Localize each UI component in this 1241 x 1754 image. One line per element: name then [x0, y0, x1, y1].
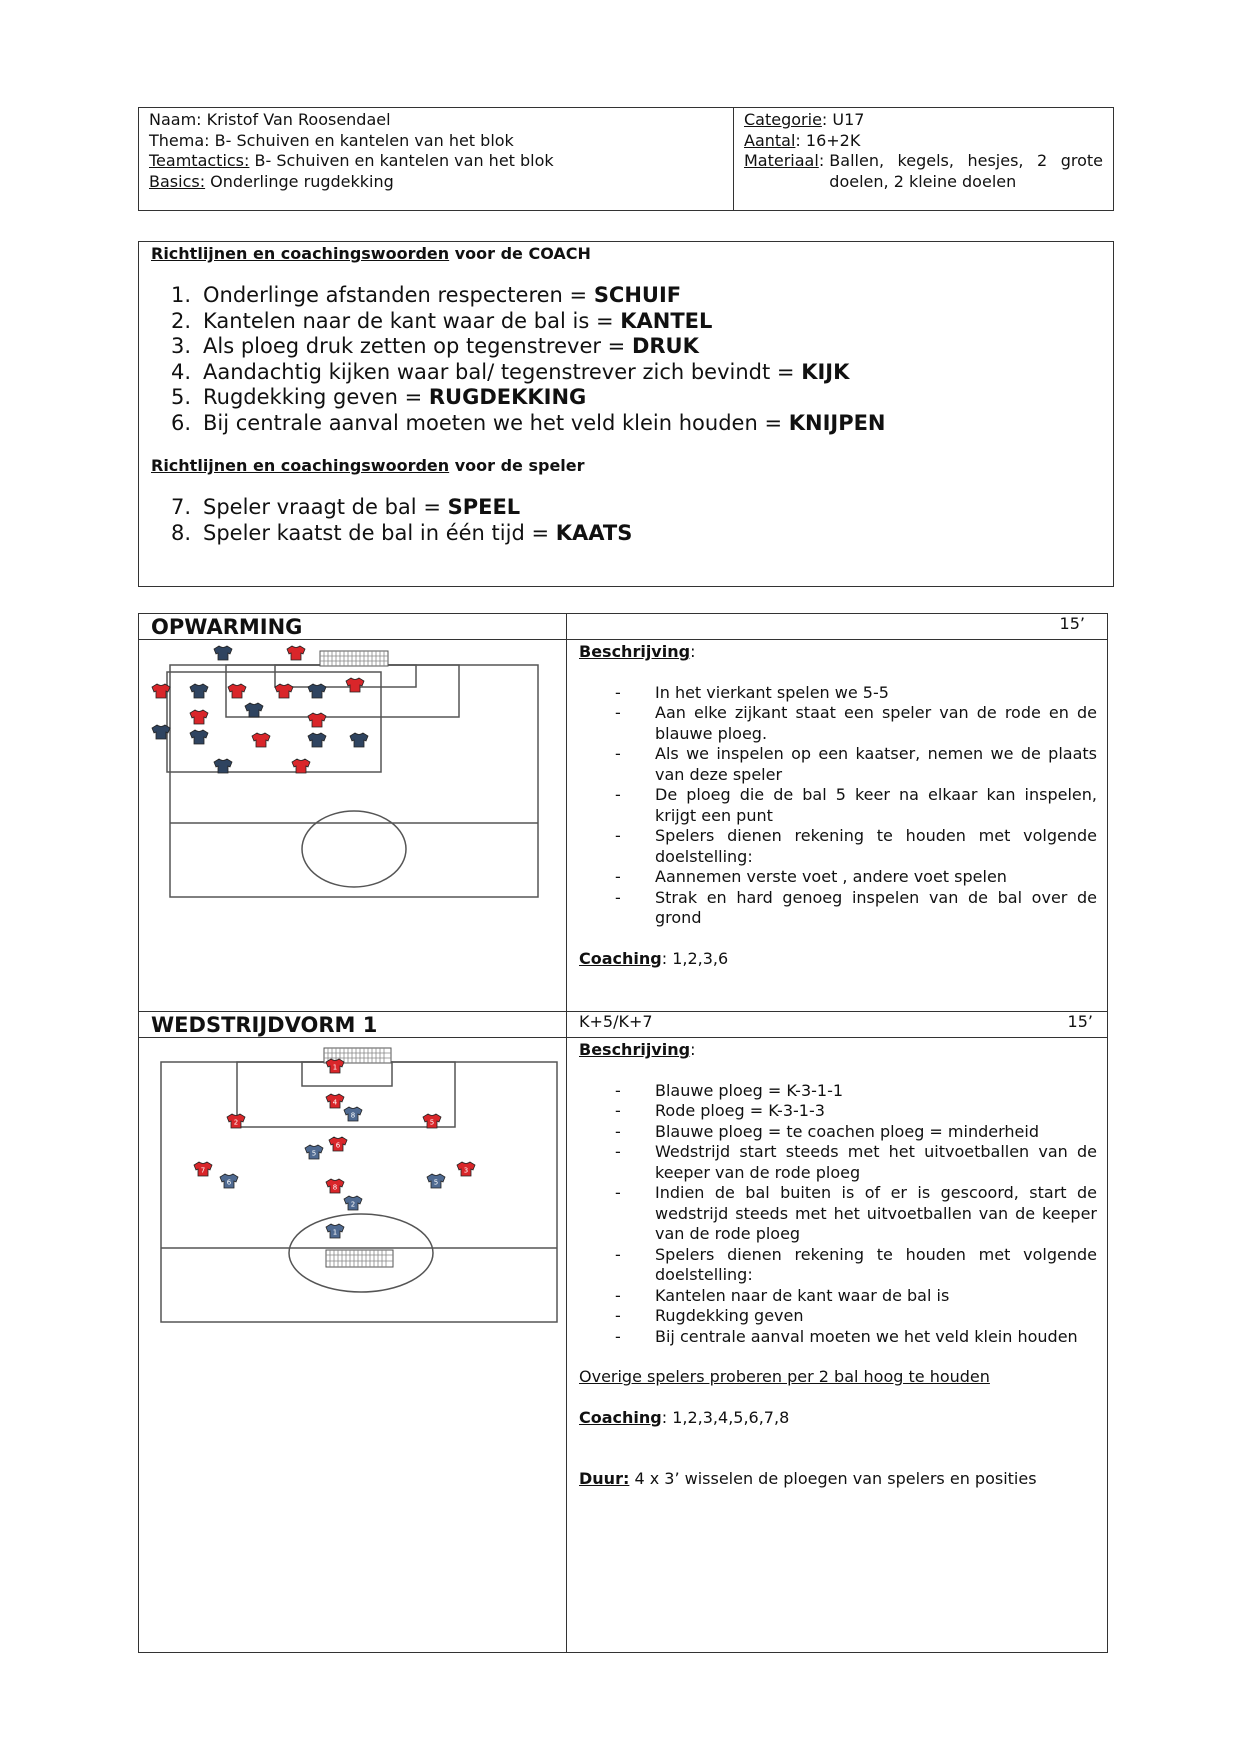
opwarming-desc-heading	[579, 642, 1107, 663]
wedstrijdvorm-bullet-text: Blauwe ploeg = te coachen ploeg = minderheid	[655, 1121, 1039, 1141]
coach-list-number: 5.	[170, 385, 191, 409]
wedstrijdvorm-bullet-text: Wedstrijd start steeds met het uitvoetballen van de keeper van de rode ploeg	[655, 1142, 1097, 1182]
opwarming-desc-colon: :	[690, 642, 696, 661]
wedstrijdvorm-diagram-cell	[139, 1037, 567, 1652]
opwarming-bullet-text: Als we inspelen op een kaatser, nemen we de plaats van deze speler	[655, 744, 1097, 784]
wedstrijdvorm-title-cell	[139, 1011, 567, 1037]
wedstrijdvorm-bullet-text: Bij centrale aanval moeten we het veld klein houden	[655, 1326, 1078, 1346]
wedstrijdvorm-header-info	[567, 1011, 1107, 1037]
red-player-icon	[326, 1059, 344, 1073]
wedstrijdvorm-bullet	[579, 1245, 1107, 1286]
blue-player-icon	[308, 733, 326, 747]
coach-list-item	[151, 385, 1101, 411]
blue-player-icon	[245, 703, 263, 717]
opwarming-bullet	[579, 888, 1107, 929]
wedstrijdvorm-coaching	[579, 1408, 1107, 1429]
opwarming-bullet-text: Aan elke zijkant staat een speler van de rode en de blauwe ploeg.	[655, 703, 1097, 743]
wedstrijdvorm-diagram	[139, 1038, 566, 1328]
teamtactics-value: B- Schuiven en kantelen van het blok	[249, 151, 554, 170]
opwarming-bullet	[579, 826, 1107, 867]
opwarming-bullet-text: De ploeg die de bal 5 keer na elkaar kan inspelen, krijgt een punt	[655, 785, 1097, 825]
basics-label: Basics:	[149, 171, 206, 191]
coach-list-keyword: SCHUIF	[593, 283, 682, 307]
red-player-icon	[194, 1162, 212, 1176]
blue-player-icon	[190, 730, 208, 744]
wedstrijdvorm-bullet	[579, 1142, 1107, 1183]
coach-list-text: Rugdekking geven = RUGDEKKING	[203, 385, 587, 409]
opwarming-bullet	[579, 785, 1107, 826]
player-heading	[151, 456, 1101, 475]
red-player-icon	[326, 1179, 344, 1193]
overige-text: Overige spelers proberen per 2 bal hoog te houden	[579, 1367, 990, 1386]
player-list	[151, 495, 1101, 546]
field-outline	[161, 1062, 557, 1322]
opwarming-diagram	[139, 640, 566, 1012]
coach-list-keyword: KNIJPEN	[788, 410, 886, 435]
red-player-icon	[287, 646, 305, 660]
wedstrijdvorm-bullets	[579, 1081, 1107, 1348]
opwarming-duration: 15’	[1059, 614, 1085, 633]
coach-list-item	[151, 360, 1101, 386]
opwarming-bullet-text: Spelers dienen rekening te houden met volgende doelstelling:	[655, 826, 1097, 866]
dash-marker: -	[615, 703, 621, 722]
dash-marker: -	[615, 682, 621, 702]
wedstrijdvorm-coaching-value: : 1,2,3,4,5,6,7,8	[661, 1407, 790, 1427]
dash-marker: -	[615, 1326, 621, 1346]
thema-line: Thema: B- Schuiven en kantelen van het blok	[149, 130, 514, 150]
categorie-line	[744, 110, 1103, 131]
red-player-icon	[292, 759, 310, 773]
player-heading-underlined: Richtlijnen en coachingswoorden	[151, 456, 450, 475]
coach-list-text: Onderlinge afstanden respecteren = SCHUIF	[203, 283, 682, 307]
blue-player-icon	[344, 1107, 362, 1121]
svg-text:8: 8	[332, 1183, 338, 1192]
coach-list	[151, 283, 1101, 436]
coach-heading-underlined: Richtlijnen en coachingswoorden	[151, 244, 450, 263]
duur-label: Duur:	[579, 1469, 630, 1488]
blue-player-icon	[214, 646, 232, 660]
wedstrijdvorm-bullet-text: Kantelen naar de kant waar de bal is	[655, 1285, 950, 1305]
red-player-icon	[326, 1094, 344, 1108]
sessions-table	[138, 613, 1108, 1653]
blue-player-icon	[190, 684, 208, 698]
dash-marker: -	[615, 867, 621, 886]
dash-marker: -	[615, 1101, 621, 1120]
naam-line: Naam: Kristof Van Roosendael	[149, 110, 391, 129]
opwarming-bullet	[579, 744, 1107, 785]
wedstrijdvorm-duration: 15’	[1067, 1012, 1093, 1031]
svg-text:6: 6	[335, 1141, 341, 1150]
opwarming-bullet	[579, 867, 1107, 888]
svg-text:1: 1	[332, 1228, 338, 1237]
coach-list-number: 6.	[170, 410, 191, 435]
blue-player-icon	[344, 1196, 362, 1210]
materiaal-line: Materiaal: Ballen, kegels, hesjes, 2 grote doelen, 2 kleine doelen	[744, 151, 1103, 191]
dash-marker: -	[615, 785, 621, 804]
svg-text:4: 4	[332, 1098, 338, 1107]
player-list-item	[151, 495, 1101, 521]
coach-list-item	[151, 309, 1101, 335]
wedstrijdvorm-coaching-label: Coaching	[579, 1407, 662, 1427]
goal-area-top	[302, 1062, 392, 1086]
red-player-icon	[252, 733, 270, 747]
opwarming-coaching	[579, 949, 1107, 970]
player-list-text: Speler kaatst de bal in één tijd = KAATS	[203, 520, 633, 545]
goal-bottom	[326, 1250, 393, 1267]
opwarming-bullets	[579, 683, 1107, 929]
wedstrijdvorm-bullet-text: Rode ploeg = K-3-1-3	[655, 1101, 825, 1120]
wedstrijdvorm-bullet	[579, 1081, 1107, 1102]
opwarming-title: OPWARMING	[151, 615, 303, 639]
teamtactics-label: Teamtactics:	[149, 151, 250, 170]
coach-heading	[151, 244, 1101, 263]
wedstrijdvorm-bullet	[579, 1306, 1107, 1327]
wedstrijdvorm-duur	[579, 1469, 1107, 1490]
blue-player-icon	[220, 1174, 238, 1188]
field-outline	[170, 665, 538, 897]
player-list-keyword: KAATS	[555, 520, 633, 545]
svg-text:1: 1	[332, 1063, 338, 1072]
header-box	[138, 107, 1114, 211]
red-player-icon	[457, 1162, 475, 1176]
svg-text:5: 5	[429, 1118, 435, 1127]
dash-marker: -	[615, 744, 621, 763]
basics-line	[149, 172, 723, 193]
categorie-value: : U17	[821, 110, 865, 129]
opwarming-coaching-label: Coaching	[579, 948, 662, 968]
svg-text:5: 5	[433, 1178, 439, 1187]
coach-list-number: 2.	[170, 308, 191, 333]
dash-marker: -	[615, 1306, 621, 1325]
wedstrijdvorm-bullet	[579, 1101, 1107, 1122]
header-left	[139, 108, 733, 210]
svg-text:8: 8	[350, 1111, 356, 1120]
player-heading-rest: voor de speler	[449, 456, 585, 475]
dash-marker: -	[615, 1142, 621, 1161]
goal-net	[320, 651, 388, 666]
opwarming-desc-label: Beschrijving	[579, 642, 691, 661]
opwarming-coaching-value: : 1,2,3,6	[661, 948, 729, 968]
coach-heading-rest: voor de COACH	[449, 244, 591, 263]
wedstrijdvorm-bullet-text: Rugdekking geven	[655, 1306, 804, 1325]
categorie-label: Categorie	[744, 110, 822, 129]
coach-list-number: 3.	[170, 334, 191, 358]
materiaal-value: Ballen, kegels, hesjes, 2 grote doelen, 2 kleine doelen	[829, 151, 1103, 191]
wedstrijdvorm-bullet-text: Indien de bal buiten is of er is gescoord, start de wedstrijd steeds met het uitvoetballen van de keeper van de rode ploeg	[655, 1183, 1097, 1243]
wedstrijdvorm-bullet-text: Spelers dienen rekening te houden met volgende doelstelling:	[655, 1244, 1097, 1284]
svg-text:2: 2	[350, 1200, 356, 1209]
basics-value: Onderlinge rugdekking	[205, 171, 394, 191]
red-player-icon	[423, 1114, 441, 1128]
wedstrijdvorm-bullet	[579, 1183, 1107, 1245]
red-player-icon	[346, 678, 364, 692]
blue-player-icon	[350, 733, 368, 747]
penalty-box-top	[237, 1062, 455, 1127]
red-player-icon	[329, 1137, 347, 1151]
coach-list-item	[151, 334, 1101, 360]
aantal-line	[744, 131, 1103, 152]
dash-marker: -	[615, 1285, 621, 1305]
opwarming-bullet	[579, 703, 1107, 744]
coach-list-keyword: RUGDEKKING	[428, 385, 587, 409]
svg-text:5: 5	[311, 1149, 317, 1158]
wedstrijdvorm-bullet-text: Blauwe ploeg = K-3-1-1	[655, 1080, 844, 1100]
dash-marker: -	[615, 826, 621, 845]
opwarming-bullet-text: Strak en hard genoeg inspelen van de bal over de grond	[655, 887, 1097, 927]
dash-marker: -	[615, 1080, 621, 1100]
header-right	[733, 108, 1113, 210]
opwarming-bullet-text: Aannemen verste voet , andere voet spelen	[655, 867, 1007, 886]
svg-text:7: 7	[200, 1166, 206, 1175]
blue-player-icon	[326, 1224, 344, 1238]
coach-list-keyword: KANTEL	[620, 308, 713, 333]
wedstrijdvorm-format: K+5/K+7	[579, 1012, 653, 1031]
coach-list-keyword: KIJK	[801, 359, 850, 384]
wedstrijdvorm-bullet	[579, 1122, 1107, 1143]
coach-list-keyword: DRUK	[631, 334, 699, 358]
coach-list-item	[151, 283, 1101, 309]
dash-marker: -	[615, 1244, 621, 1264]
goal-area	[275, 665, 416, 687]
blue-player-icon	[308, 684, 326, 698]
dash-marker: -	[615, 1121, 621, 1141]
coach-list-text: Kantelen naar de kant waar de bal is = KANTEL	[203, 308, 713, 333]
dash-marker: -	[615, 1183, 621, 1202]
aantal-label: Aantal	[744, 130, 796, 150]
svg-text:6: 6	[226, 1178, 232, 1187]
wedstrijdvorm-overige	[579, 1367, 1107, 1388]
red-player-icon	[228, 684, 246, 698]
wedstrijdvorm-bullet	[579, 1286, 1107, 1307]
wedstrijdvorm-description	[567, 1037, 1107, 1652]
teamtactics-line	[149, 151, 723, 172]
wedstrijdvorm-desc-label: Beschrijving	[579, 1040, 691, 1059]
wedstrijdvorm-bullet	[579, 1327, 1107, 1348]
coaching-words-box	[138, 241, 1114, 587]
aantal-value: : 16+2K	[795, 130, 861, 150]
coach-list-text: Als ploeg druk zetten op tegenstrever = DRUK	[203, 334, 699, 358]
materiaal-label: Materiaal	[744, 151, 819, 170]
wedstrijdvorm-title: WEDSTRIJDVORM 1	[151, 1013, 378, 1037]
opwarming-title-cell	[139, 614, 567, 639]
dash-marker: -	[615, 887, 621, 907]
blue-player-icon	[305, 1145, 323, 1159]
player-list-item	[151, 521, 1101, 547]
opwarming-diagram-cell	[139, 639, 567, 1011]
opwarming-description	[567, 639, 1107, 1011]
blue-player-icon	[214, 759, 232, 773]
red-player-icon	[275, 684, 293, 698]
svg-text:3: 3	[463, 1166, 469, 1175]
player-list-number: 8.	[170, 520, 191, 545]
svg-text:2: 2	[233, 1118, 239, 1127]
player-list-text: Speler vraagt de bal = SPEEL	[203, 495, 521, 519]
opwarming-bullet-text: In het vierkant spelen we 5-5	[655, 682, 889, 702]
coach-list-number: 1.	[170, 283, 191, 307]
red-player-icon	[190, 710, 208, 724]
red-player-icon	[308, 713, 326, 727]
wedstrijdvorm-desc-colon: :	[690, 1040, 696, 1059]
player-list-number: 7.	[170, 495, 191, 519]
coach-list-item	[151, 411, 1101, 437]
duur-value: 4 x 3’ wisselen de ploegen van spelers en posities	[629, 1469, 1037, 1488]
red-player-icon	[227, 1114, 245, 1128]
wedstrijdvorm-desc-heading	[579, 1040, 1107, 1061]
coach-list-text: Aandachtig kijken waar bal/ tegenstrever zich bevindt = KIJK	[203, 359, 850, 384]
blue-player-icon	[427, 1174, 445, 1188]
coach-list-text: Bij centrale aanval moeten we het veld klein houden = KNIJPEN	[203, 410, 886, 435]
coach-list-number: 4.	[170, 359, 191, 384]
player-list-keyword: SPEEL	[447, 495, 521, 519]
opwarming-bullet	[579, 683, 1107, 704]
